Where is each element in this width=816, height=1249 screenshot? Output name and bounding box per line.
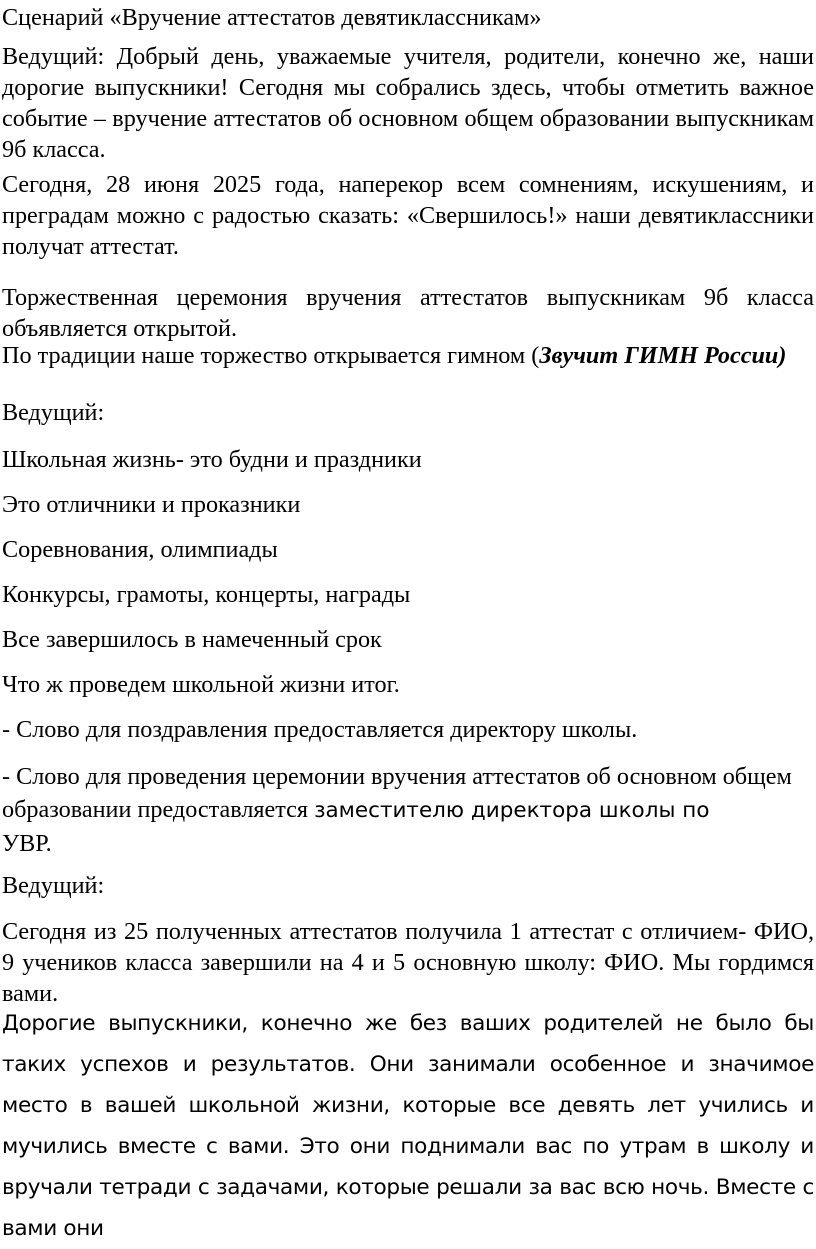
document-title: Сценарий «Вручение аттестатов девятиклассникам»	[2, 4, 542, 31]
anthem-emphasis: Звучит ГИМН России)	[539, 342, 787, 369]
paragraph-deputy	[2, 760, 814, 860]
poem-line-2: Это отличники и проказники	[2, 491, 301, 518]
paragraph-director: - Слово для поздравления предоставляется директору школы.	[2, 716, 638, 743]
deputy-text-end: УВР.	[2, 830, 52, 857]
deputy-text-sans: заместителю директора школы по	[314, 798, 710, 823]
paragraph-anthem	[2, 340, 814, 371]
poem-line-1: Школьная жизнь- это будни и праздники	[2, 446, 422, 473]
paragraph-greeting: Ведущий: Добрый день, уважаемые учителя, родители, конечно же, наши дорогие выпускники! Сегодня мы собрались здесь, чтобы отметить важное событие – вручение аттестатов об основном общем образовании выпускникам 9б класса.	[2, 43, 814, 163]
paragraph-ceremony-open: Торжественная церемония вручения аттестатов выпускникам 9б класса объявляется открытой.	[2, 284, 814, 342]
deputy-text: - Слово для проведения церемонии вручения аттестатов об основном общем образовании предоставляется	[2, 763, 792, 823]
host-label-1: Ведущий:	[2, 399, 105, 426]
paragraph-results: Сегодня из 25 полученных аттестатов получила 1 аттестат с отличием- ФИО, 9 учеников класса завершили на 4 и 5 основную школу: ФИО. Мы гордимся вами.	[2, 918, 814, 1007]
poem-line-4: Конкурсы, грамоты, концерты, награды	[2, 581, 411, 608]
anthem-text: По традиции наше торжество открывается гимном (	[2, 342, 540, 369]
poem-line-3: Соревнования, олимпиады	[2, 536, 278, 563]
host-label-2: Ведущий:	[2, 872, 105, 899]
poem-line-5: Все завершилось в намеченный срок	[2, 626, 382, 653]
poem-line-6: Что ж проведем школьной жизни итог.	[2, 671, 400, 698]
paragraph-parents: Дорогие выпускники, конечно же без ваших родителей не было бы таких успехов и результатов. Они занимали особенное и значимое место в вашей школьной жизни, которые все девять лет учились и мучились вместе с вами. Это они поднимали вас по утрам в школу и вручали тетради с задачами, которые решали за вас всю ночь. Вместе с вами они	[2, 1011, 814, 1241]
paragraph-date: Сегодня, 28 июня 2025 года, наперекор всем сомнениям, искушениям, и преградам можно с радостью сказать: «Свершилось!» наши девятиклассники получат аттестат.	[2, 171, 814, 260]
